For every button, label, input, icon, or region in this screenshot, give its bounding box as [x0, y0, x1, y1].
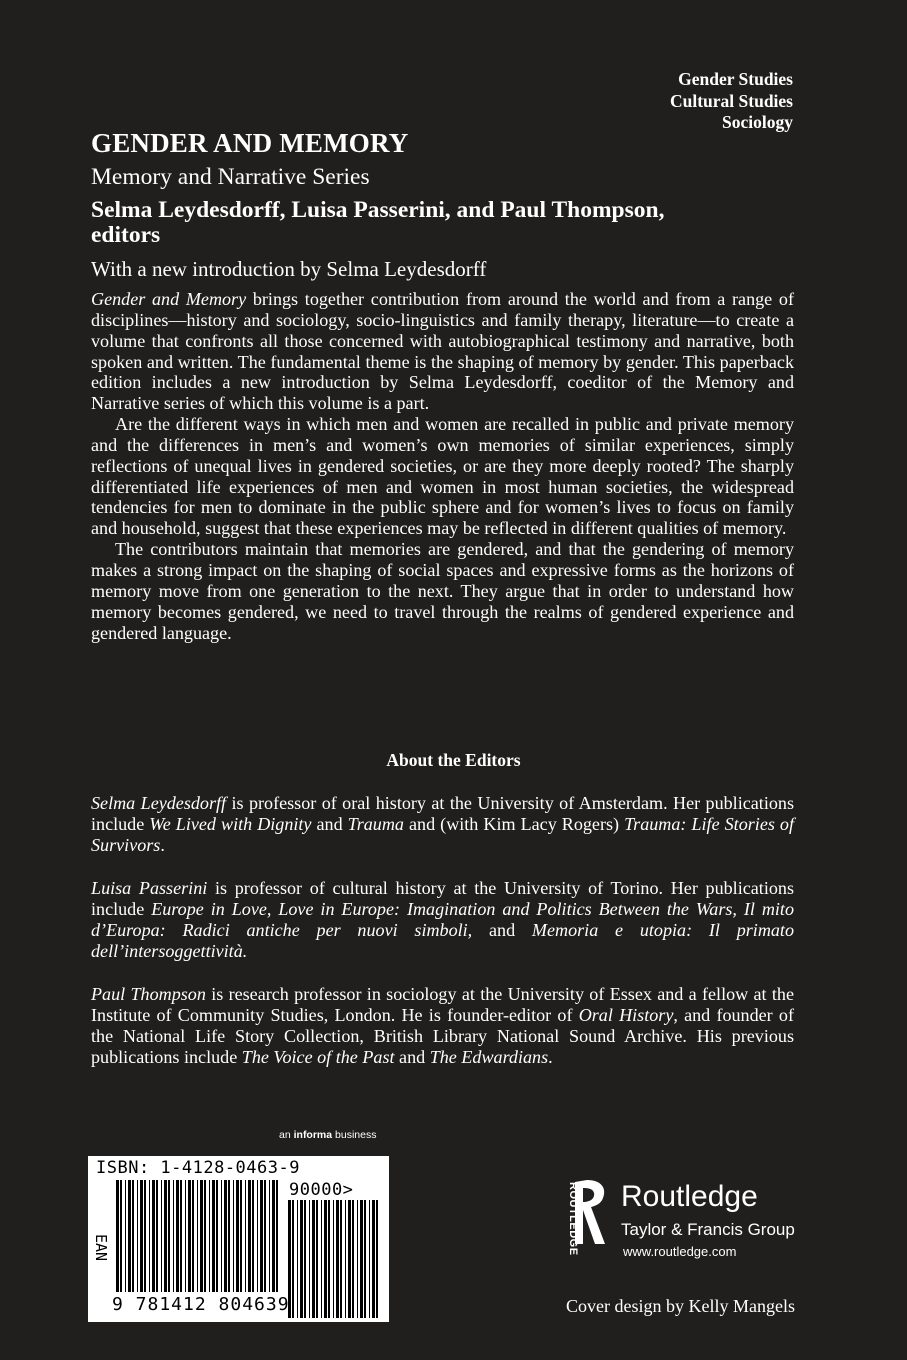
barcode — [88, 1156, 389, 1322]
bio-2-text-b: and — [472, 919, 532, 940]
blurb — [91, 289, 794, 643]
subject-1: Gender Studies — [678, 69, 793, 89]
bio-1-text-c: and (with Kim Lacy Rogers) — [403, 813, 625, 834]
bio-1-text-d: . — [160, 834, 165, 855]
cover-credit: Cover design by Kelly Mangels — [566, 1296, 795, 1316]
publisher-url[interactable]: www.routledge.com — [623, 1244, 737, 1259]
bio-3-text-c: and — [394, 1046, 430, 1067]
bio-3-text-a: is research professor in sociology at the University of Essex and a fellow at the Institute of Community Studies, London. He is founder-editor of — [91, 984, 794, 1025]
price-code: 90000> — [289, 1180, 354, 1200]
informa-suffix: business — [332, 1129, 377, 1141]
book-title: GENDER AND MEMORY — [91, 128, 409, 158]
ean-digits: 9 781412 804639 — [112, 1294, 290, 1315]
bio-2-title-2: Memoria e utopia: Il primato dell’intersoggettività. — [91, 919, 795, 961]
blurb-paragraph-3: The contributors maintain that memories are gendered, and that the gendering of memory makes a strong impact on the shaping of social spaces and expressive forms as the horizons of memory move from one generation to the next. They argue that in order to understand how memory becomes gendered, we need to travel through the realms of gendered experience and gendered language. — [91, 539, 794, 643]
subject-2: Cultural Studies — [669, 90, 793, 111]
bio-3-title-1: Oral History — [578, 1004, 674, 1025]
blurb-book-title: Gender and Memory — [91, 289, 247, 309]
informa-tagline — [279, 1129, 376, 1141]
blurb-paragraph-2: Are the different ways in which men and women are recalled in public and private memory and the differences in men’s and women’s own memories of similar experiences, simply reflections of unequal lives in gendered societies, or are they more deeply rooted? The sharply differentiated life experiences of men and women in most human societies, the widespread tendencies for men to dominate in the public sphere and for women’s lives to focus on family and household, suggest that these experiences may be reflected in different qualities of memory. — [91, 414, 794, 539]
informa-brand: informa — [293, 1129, 333, 1141]
blurb-paragraph-1 — [91, 289, 794, 414]
bio-3-text-b: , and founder of the National Life Story Collection, British Library National Sound Archive. His previous publications include — [91, 1004, 794, 1067]
subject-3: Sociology — [722, 112, 793, 132]
bio-2-name: Luisa Passerini — [91, 878, 208, 898]
bio-1-title-1: We Lived with Dignity — [149, 813, 312, 834]
series-name: Memory and Narrative Series — [91, 164, 370, 190]
bio-3-title-2: The Voice of the Past — [241, 1046, 395, 1067]
ean-barcode-bars — [114, 1180, 282, 1292]
bio-1-title-3: Trauma: Life Stories of Survivors — [91, 813, 795, 855]
ean-label: EAN — [92, 1234, 110, 1262]
bio-3-title-3: The Edwardians — [429, 1046, 549, 1067]
editors-line: Selma Leydesdorff, Luisa Passerini, and Paul Thompson, editors — [91, 197, 665, 248]
addon-barcode-bars — [286, 1200, 381, 1318]
isbn-text: ISBN: 1-4128-0463-9 — [96, 1158, 300, 1178]
bio-1-text-a: is professor of oral history at the University of Amsterdam. Her publications include — [91, 793, 794, 834]
bio-1-text-b: and — [311, 813, 348, 834]
about-editors-heading: About the Editors — [386, 750, 521, 770]
informa-prefix: an — [279, 1129, 294, 1141]
bio-passerini — [91, 878, 794, 961]
bio-thompson — [91, 984, 794, 1067]
publisher-group: Taylor & Francis Group — [621, 1220, 795, 1239]
routledge-logo-text: ROUTLEDGE — [567, 1182, 579, 1256]
bio-1-name: Selma Leydesdorff — [91, 793, 227, 813]
bio-3-name: Paul Thompson — [91, 984, 206, 1004]
bio-leydesdorff — [91, 793, 794, 856]
bio-2-title-1: Europe in Love, Love in Europe: Imagination and Politics Between the Wars, Il mito d’Europa: Radici antiche per nuovi simboli, — [91, 898, 794, 940]
blurb-paragraph-1-text: brings together contribution from around the world and from a range of disciplines—history and sociology, socio-linguistics and family therapy, literature—to create a volume that confronts all those concerned with autobiographical testimony and narrative, both spoken and written. The fundamental theme is the shaping of memory by gender. This paperback edition includes a new introduction by Selma Leydesdorff, coeditor of the Memory and Narrative series of which this volume is a part. — [91, 289, 794, 414]
bio-1-title-2: Trauma — [347, 813, 404, 834]
bio-3-text-d: . — [548, 1046, 553, 1067]
bio-2-text-a: is professor of cultural history at the University of Torino. Her publications include — [91, 878, 794, 919]
new-introduction-line: With a new introduction by Selma Leydesdorff — [91, 257, 487, 281]
publisher-name: Routledge — [621, 1180, 758, 1213]
subject-categories — [670, 69, 793, 134]
